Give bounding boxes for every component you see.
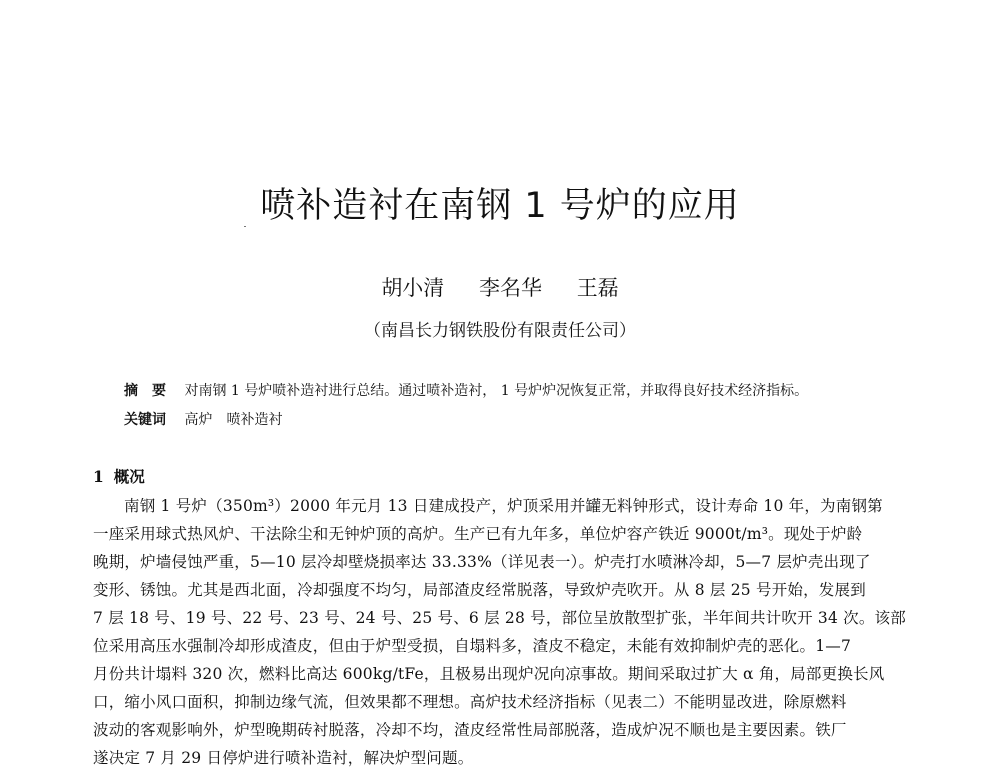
author-name: 胡小清 [381,276,445,300]
body-text-line: 一座采用球式热风炉、干法除尘和无钟炉顶的高炉。生产已有九年多，单位炉容产铁近 9000t/m³。现处于炉龄 [93,525,863,543]
author-list [0,272,1000,302]
body-text-line: 口，缩小风口面积，抑制边缘气流，但效果都不理想。高炉技术经济指标（见表二）不能明显改进，除原燃料 [93,693,847,711]
abstract-text: 对南钢 1 号炉喷补造衬进行总结。通过喷补造衬， 1 号炉炉况恢复正常，并取得良好技术经济指标。 [184,383,809,399]
body-text-line: 波动的客观影响外，炉型晚期砖衬脱落，冷却不均，渣皮经常性局部脱落，造成炉况不顺也是主要因素。铁厂 [93,721,847,739]
author-name: 王磊 [576,276,619,300]
section-number: 1 [93,467,104,486]
section-heading [93,465,145,487]
body-text-line: 晚期，炉墙侵蚀严重，5—10 层冷却壁烧损率达 33.33%（详见表一）。炉壳打水喷淋冷却，5—7 层炉壳出现了 [93,553,871,571]
author-name: 李名华 [479,276,542,300]
body-text-line: 变形、锈蚀。尤其是西北面，冷却强度不均匀，局部渣皮经常脱落，导致炉壳吹开。从 8 层 25 号开始，发展到 [93,581,866,599]
keywords [124,409,924,429]
keywords-label: 关键词 [124,412,166,428]
body-text-line: 月份共计塌料 320 次，燃料比高达 600kg/tFe，且极易出现炉况向凉事故。期间采取过扩大 α 角，局部更换长风 [93,665,885,683]
body-text-line: 遂决定 7 月 29 日停炉进行喷补造衬，解决炉型问题。 [93,749,474,767]
body-text-line: 位采用高压水强制冷却形成渣皮，但由于炉型受损，自塌料多，渣皮不稳定，未能有效抑制炉壳的恶化。1—7 [93,637,852,655]
affiliation: （南昌长力钢铁股份有限责任公司） [364,321,636,341]
paper-title: 喷补造衬在南钢 1 号炉的应用 [260,186,740,226]
scan-mark [244,226,246,227]
abstract [124,380,924,400]
body-text-line: 南钢 1 号炉（350m³）2000 年元月 13 日建成投产，炉顶采用并罐无料钟形式，设计寿命 10 年，为南钢第 [124,497,883,515]
section-title: 概况 [113,467,145,486]
body-text-line: 7 层 18 号、19 号、22 号、23 号、24 号、25 号、6 层 28 号，部位呈放散型扩张，半年间共计吹开 34 次。该部 [93,609,906,627]
abstract-label: 摘要 [124,383,180,399]
keywords-text: 高炉 喷补造衬 [184,412,283,428]
